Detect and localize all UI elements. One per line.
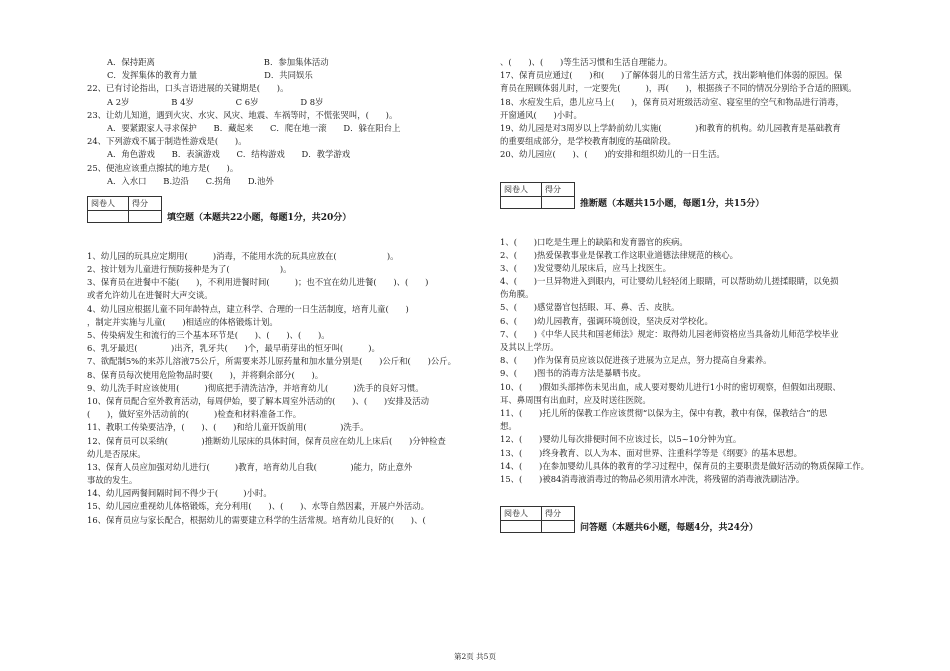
fill-line: 11、教职工传染要洁净，( )、( )和给儿童开饭前用( )洗手。 bbox=[87, 422, 369, 433]
fill-line: 16、保育员应与家长配合，根据幼儿的需要建立科学的生活常规。培育幼儿良好的( )、( bbox=[87, 514, 426, 525]
points-cell[interactable] bbox=[542, 196, 575, 208]
right-column bbox=[500, 56, 900, 548]
fill-line: 育员在照顾体弱儿时，一定要先( )，再( )，根据孩子不同的情况分别给予合适的照顾。 bbox=[500, 83, 857, 94]
judge-line: 15、( )被84消毒液消毒过的物品必须用清水冲洗，将残留的消毒液洗刷洁净。 bbox=[500, 473, 805, 484]
fill-line: 、( )、( )等生活习惯和生活自理能力。 bbox=[500, 57, 673, 67]
judge-line: 7、( )《中华人民共和国老师法》规定：取得幼儿园老师资格应当具备幼儿师范学校毕业 bbox=[500, 328, 839, 339]
judge-line: 4、( )一旦异物进入到眼内，可让婴幼儿轻轻闭上眼睛，可以帮助幼儿搓揉眼睛，以免损 bbox=[500, 276, 839, 287]
judge-line: 10、( )假如头部摔伤未见出血，成人要对婴幼儿进行1小时的密切观察，但假如出现眼、 bbox=[500, 381, 841, 392]
question-line: 22、已有讨论指出，口头言语进展的关键期是( )。 bbox=[87, 83, 289, 94]
fill-line: 5、传染病发生和流行的三个基本环节是( )、( )、( )。 bbox=[87, 330, 330, 340]
score-label-points: 得分 bbox=[542, 507, 575, 521]
score-label-grader: 阅卷人 bbox=[501, 182, 542, 196]
option-line: A．角色游戏 B．表演游戏 C．结构游戏 D．教学游戏 bbox=[107, 149, 351, 160]
fill-line: 10、保育员配合室外教育活动，每周伊始，要了解本周室外活动的( )、( )安排及活动 bbox=[87, 395, 429, 406]
judge-section-header bbox=[500, 182, 900, 216]
fill-line: 开窗通风( )小时。 bbox=[500, 109, 582, 120]
score-label-points: 得分 bbox=[542, 182, 575, 196]
option-line: A．保持距离 B．参加集体活动 bbox=[107, 57, 329, 67]
fill-line: 20、幼儿园应( )、( )的安排和组织幼儿的一日生活。 bbox=[500, 149, 725, 160]
score-box bbox=[500, 506, 575, 533]
judge-line: 11、( )托儿所的保教工作应该贯彻“以保为主，保中有教，教中有保，保教结合”的思 bbox=[500, 407, 828, 418]
fill-line: 3、保育员在进餐中不能( )，不利用进餐时间( )；也不宜在幼儿进餐( )、( ) bbox=[87, 277, 429, 288]
qa-section-header bbox=[500, 506, 900, 540]
judge-line: 9、( )图书的消毒方法是暴晒书皮。 bbox=[500, 368, 646, 379]
points-cell[interactable] bbox=[129, 210, 162, 222]
option-line: C．发挥集体的教育力量 D．共同娱乐 bbox=[107, 70, 313, 81]
section-title: 填空题（本题共22小题，每题1分，共20分） bbox=[167, 212, 352, 223]
judge-line: 1、( )口吃是生理上的缺陷和发育器官的疾病。 bbox=[500, 236, 688, 247]
score-box bbox=[87, 196, 162, 223]
left-column bbox=[87, 56, 487, 527]
judge-line: 3、( )发觉婴幼儿尿床后，应马上找医生。 bbox=[500, 262, 671, 273]
judge-line: 13、( )终身教育、以人为本、面对世界、注重科学等是《纲要》的基本思想。 bbox=[500, 447, 802, 458]
question-line: 23、让幼儿知道，遇到火灾、水灾、风灾、地震、车祸等时，不慌张哭叫，( )。 bbox=[87, 109, 398, 120]
judge-line: 12、( )婴幼儿每次排便时间不应该过长，以5~10分钟为宜。 bbox=[500, 434, 742, 445]
fill-section-header bbox=[87, 196, 487, 230]
judge-line: 伤角膜。 bbox=[500, 289, 534, 300]
grader-cell[interactable] bbox=[88, 210, 129, 222]
option-line: A．入水口 B.边沿 C.拐角 D.池外 bbox=[107, 175, 274, 186]
grader-cell[interactable] bbox=[501, 521, 542, 533]
section-title: 问答题（本题共6小题，每题4分，共24分） bbox=[580, 523, 759, 534]
fill-line: 幼儿是否尿床。 bbox=[87, 448, 146, 459]
option-line: A．要紧跟家人寻求保护 B．藏起来 C．爬在地一滚 D．躲在阳台上 bbox=[107, 122, 401, 133]
fill-line: 4、幼儿园应根据儿童不同年龄特点，建立科学、合理的一日生活制度，培育儿童( ) bbox=[87, 303, 409, 314]
section-title: 推断题（本题共15小题，每题1分，共15分） bbox=[580, 198, 765, 209]
score-label-grader: 阅卷人 bbox=[501, 507, 542, 521]
fill-line: 9、幼儿洗手时应该使用( )彻底把手清洗洁净，并培育幼儿( )洗手的良好习惯。 bbox=[87, 382, 424, 393]
fill-line: 6、乳牙最迟( )出齐，乳牙共( )个，最早萌芽出的恒牙叫( )。 bbox=[87, 343, 380, 354]
judge-line: 耳、鼻周围有出血时，应及时送往医院。 bbox=[500, 394, 651, 405]
fill-line: 19、幼儿园是对3周岁以上学龄前幼儿实施( )和教育的机构。幼儿园教育是基础教育 bbox=[500, 122, 841, 133]
score-label-grader: 阅卷人 bbox=[88, 196, 129, 210]
score-box bbox=[500, 182, 575, 209]
judge-line: 2、( )热爱保教事业是保教工作这职业道德法律规范的核心。 bbox=[500, 249, 738, 260]
option-line: A 2岁 B 4岁 C 6岁 D 8岁 bbox=[107, 96, 324, 107]
fill-line: 17、保育员应通过( )和( )了解体弱儿的日常生活方式，找出影响他们体弱的原因。保 bbox=[500, 70, 842, 81]
fill-line: 的重要组成部分，是学校教育制度的基础阶段。 bbox=[500, 136, 676, 147]
fill-line: 7、欲配制5%的来苏儿溶液75公斤，所需要来苏儿原药量和加水量分别是( )公斤和( )公斤。 bbox=[87, 356, 456, 367]
grader-cell[interactable] bbox=[501, 196, 542, 208]
judge-line: 14、( )在参加婴幼儿具体的教育的学习过程中，保育员的主要职责是做好活动的物质保障工作。 bbox=[500, 460, 869, 471]
fill-line: 8、保育员每次使用危险物品时要( )，并将剩余部分( )。 bbox=[87, 369, 324, 380]
judge-line: 8、( )作为保育员应该以促进孩子进展为立足点，努力提高自身素养。 bbox=[500, 355, 772, 366]
judge-line: 5、( )感觉器官包括眼、耳、鼻、舌、皮肤。 bbox=[500, 302, 680, 313]
judge-line: 及其以上学历。 bbox=[500, 342, 559, 352]
page-number: 第2页 共5页 bbox=[454, 652, 496, 661]
fill-line: 14、幼儿园两餐间隔时间不得少于( )小时。 bbox=[87, 488, 272, 499]
fill-line: 2、按计划为儿童进行预防接种是为了( )。 bbox=[87, 264, 292, 275]
fill-line: 事故的发生。 bbox=[87, 475, 138, 486]
fill-line: 13、保育人员应加强对幼儿进行( )教育，培育幼儿自我( )能力，防止意外 bbox=[87, 461, 413, 472]
fill-line: 15、幼儿园应重视幼儿体格锻炼，充分利用( )、( )、水等自然因素，开展户外活动。 bbox=[87, 501, 429, 512]
question-line: 25、便池应该重点擦拭的地方是( )。 bbox=[87, 162, 239, 173]
fill-line: 1、幼儿园的玩具应定期用( )消毒，不能用水洗的玩具应放在( )。 bbox=[87, 250, 399, 261]
score-label-points: 得分 bbox=[129, 196, 162, 210]
fill-line: ( )，做好室外活动前的( )检查和材料准备工作。 bbox=[87, 409, 302, 420]
points-cell[interactable] bbox=[542, 521, 575, 533]
judge-line: 想。 bbox=[500, 421, 517, 432]
question-line: 24、下列游戏不属于制造性游戏是( )。 bbox=[87, 136, 247, 147]
fill-line: ，制定并实施与儿童( )相适应的体格锻炼计划。 bbox=[87, 316, 278, 327]
fill-line: 18、水痘发生后，患儿应马上( )，保育员对班级活动室、寝室里的空气和物品进行消毒， bbox=[500, 96, 844, 107]
fill-line: 12、保育员可以采纳( )推断幼儿尿床的具体时间，保育员应在幼儿上床后( )分钟检查 bbox=[87, 435, 446, 446]
judge-line: 6、( )幼儿园教育，强调环境创设，坚决反对学校化。 bbox=[500, 315, 713, 326]
fill-line: 或者允许幼儿在进餐时大声交谈。 bbox=[87, 290, 213, 301]
